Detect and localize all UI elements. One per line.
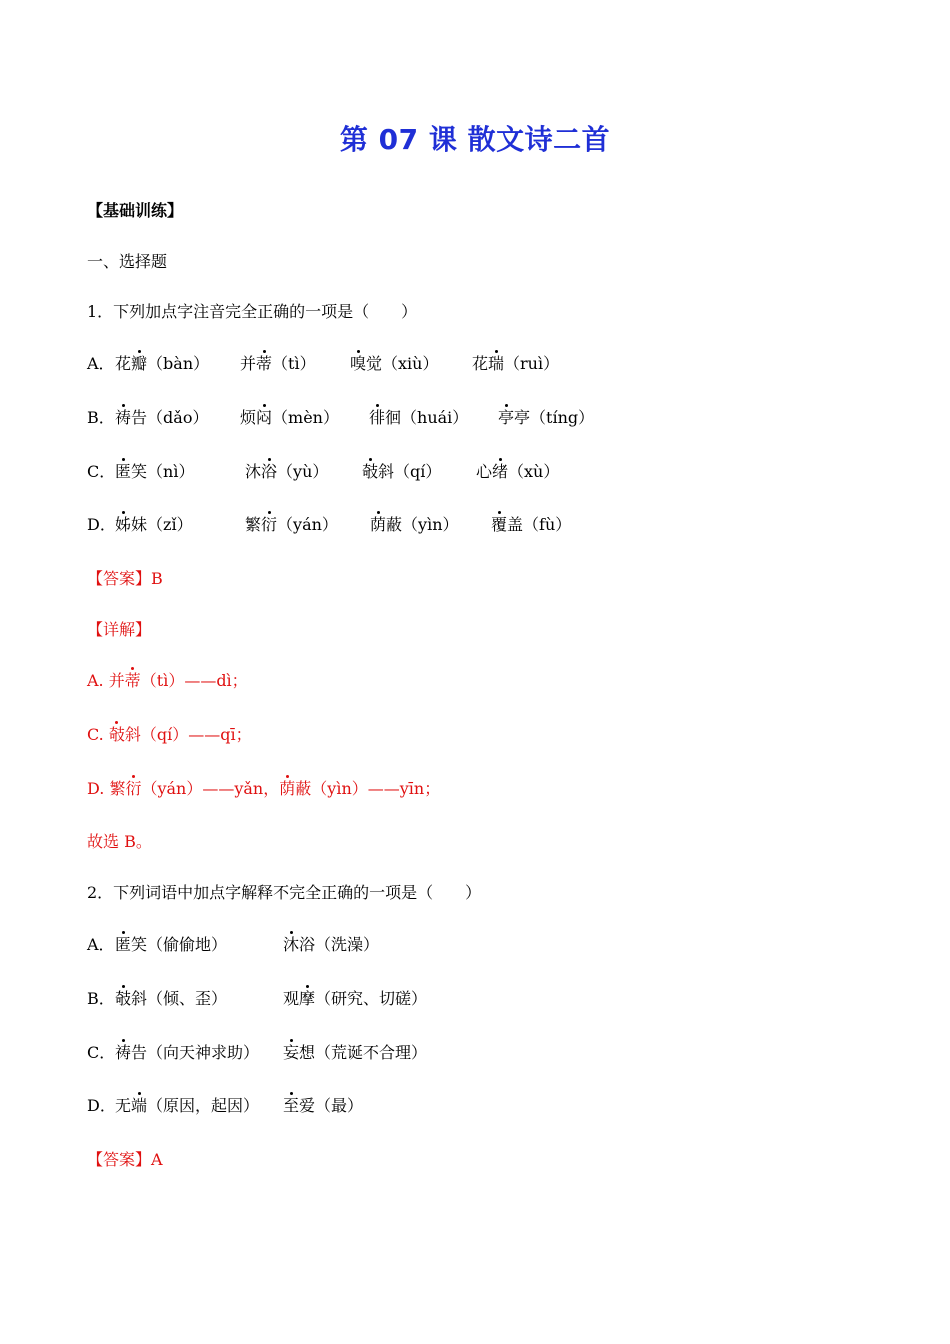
q2-b-item-2: 观摩（研究、切磋） (283, 989, 428, 1008)
question-1-stem: 1．下列加点字注音完全正确的一项是（ ） (87, 302, 418, 321)
q1-c-item-1: 匿笑（nì） (115, 462, 195, 481)
option-label: C． (87, 462, 116, 481)
q2-answer: 【答案】A (87, 1150, 163, 1169)
emphasis-dot-char: 衍 (125, 779, 142, 798)
q1-b-item-3: 徘徊（huái） (369, 408, 469, 427)
option-label: B． (87, 989, 115, 1008)
q1-a-item-1: 花瓣（bàn） (115, 354, 210, 373)
q1-b-item-4: 亭亭（tíng） (498, 408, 595, 427)
emphasis-dot-char: 攲 (362, 462, 379, 481)
emphasis-dot-char: 徘 (369, 408, 386, 427)
emphasis-dot-char: 荫 (370, 515, 387, 534)
q2-option-a (87, 934, 115, 956)
q1-detail-c: C. 攲斜（qí）——qī； (87, 725, 252, 744)
emphasis-dot-char: 沐 (283, 935, 300, 954)
page-title: 第 07 课 散文诗二首 (339, 123, 611, 156)
q1-c-item-4: 心绪（xù） (476, 462, 560, 481)
emphasis-dot-char: 摩 (299, 989, 316, 1008)
q1-detail-a: A. 并蒂（tì）——dì； (87, 671, 248, 690)
q1-a-item-4: 花瑞（ruì） (472, 354, 560, 373)
emphasis-dot-char: 衍 (261, 515, 278, 534)
q1-c-item-3: 攲斜（qí） (362, 462, 442, 481)
emphasis-dot-char: 姊 (115, 515, 132, 534)
q1-b-item-2: 烦闷（mèn） (240, 408, 339, 427)
q2-c-item-2: 妄想（荒诞不合理） (283, 1043, 428, 1062)
emphasis-dot-char: 绪 (492, 462, 509, 481)
emphasis-dot-char: 蒂 (256, 354, 273, 373)
q1-c-item-2: 沐浴（yù） (245, 462, 329, 481)
emphasis-dot-char: 闷 (256, 408, 273, 427)
q1-a-item-2: 并蒂（tì） (240, 354, 316, 373)
option-label: D． (87, 515, 116, 534)
emphasis-dot-char: 瓣 (131, 354, 148, 373)
emphasis-dot-char: 至 (283, 1096, 300, 1115)
option-label: C． (87, 1043, 116, 1062)
q2-b-item-1: 攲斜（倾、歪） (115, 989, 228, 1008)
emphasis-dot-char: 匿 (115, 462, 132, 481)
q1-answer: 【答案】B (87, 569, 163, 588)
option-label: D． (87, 1096, 116, 1115)
q2-c-item-1: 祷告（向天神求助） (115, 1043, 260, 1062)
section-choice-heading: 一、选择题 (87, 252, 168, 271)
q1-d-item-1: 姊妹（zǐ） (115, 515, 193, 534)
emphasis-dot-char: 蒂 (124, 671, 141, 690)
option-label: A． (87, 935, 115, 954)
emphasis-dot-char: 嗅 (350, 354, 367, 373)
q2-d-item-2: 至爱（最） (283, 1096, 364, 1115)
q1-option-a (87, 353, 115, 375)
emphasis-dot-char: 祷 (115, 1043, 132, 1062)
emphasis-dot-char: 攲 (108, 725, 125, 744)
q1-option-d (87, 514, 116, 536)
emphasis-dot-char: 亭 (498, 408, 515, 427)
q2-d-item-1: 无端（原因，起因） (115, 1096, 260, 1115)
emphasis-dot-char: 妄 (283, 1043, 300, 1062)
q1-option-c (87, 461, 115, 483)
emphasis-dot-char: 荫 (279, 779, 296, 798)
q1-b-item-1: 祷告（dǎo） (115, 408, 209, 427)
q2-a-item-1: 匿笑（偷偷地） (115, 935, 228, 954)
emphasis-dot-char: 瑞 (488, 354, 505, 373)
q2-a-item-2: 沐浴（洗澡） (283, 935, 380, 954)
q2-option-d (87, 1095, 116, 1117)
q1-conclusion: 故选 B。 (87, 832, 152, 851)
q2-option-c (87, 1042, 115, 1064)
option-label: B． (87, 408, 115, 427)
emphasis-dot-char: 浴 (261, 462, 278, 481)
q1-a-item-3: 嗅觉（xiù） (350, 354, 439, 373)
emphasis-dot-char: 攲 (115, 989, 132, 1008)
emphasis-dot-char: 匿 (115, 935, 132, 954)
q2-option-b (87, 988, 115, 1010)
question-2-stem: 2．下列词语中加点字解释不完全正确的一项是（ ） (87, 883, 482, 902)
emphasis-dot-char: 端 (131, 1096, 148, 1115)
q1-d-item-2: 繁衍（yán） (245, 515, 338, 534)
emphasis-dot-char: 祷 (115, 408, 132, 427)
option-label: A． (87, 354, 115, 373)
section-basic-heading: 【基础训练】 (87, 201, 184, 220)
q1-d-item-3: 荫蔽（yìn） (370, 515, 459, 534)
q1-detail-d: D. 繁衍（yán）——yǎn，荫蔽（yìn）——yīn； (87, 779, 441, 798)
q1-detail-label: 【详解】 (87, 620, 152, 639)
emphasis-dot-char: 覆 (491, 515, 508, 534)
q1-d-item-4: 覆盖（fù） (491, 515, 572, 534)
q1-option-b (87, 407, 115, 429)
